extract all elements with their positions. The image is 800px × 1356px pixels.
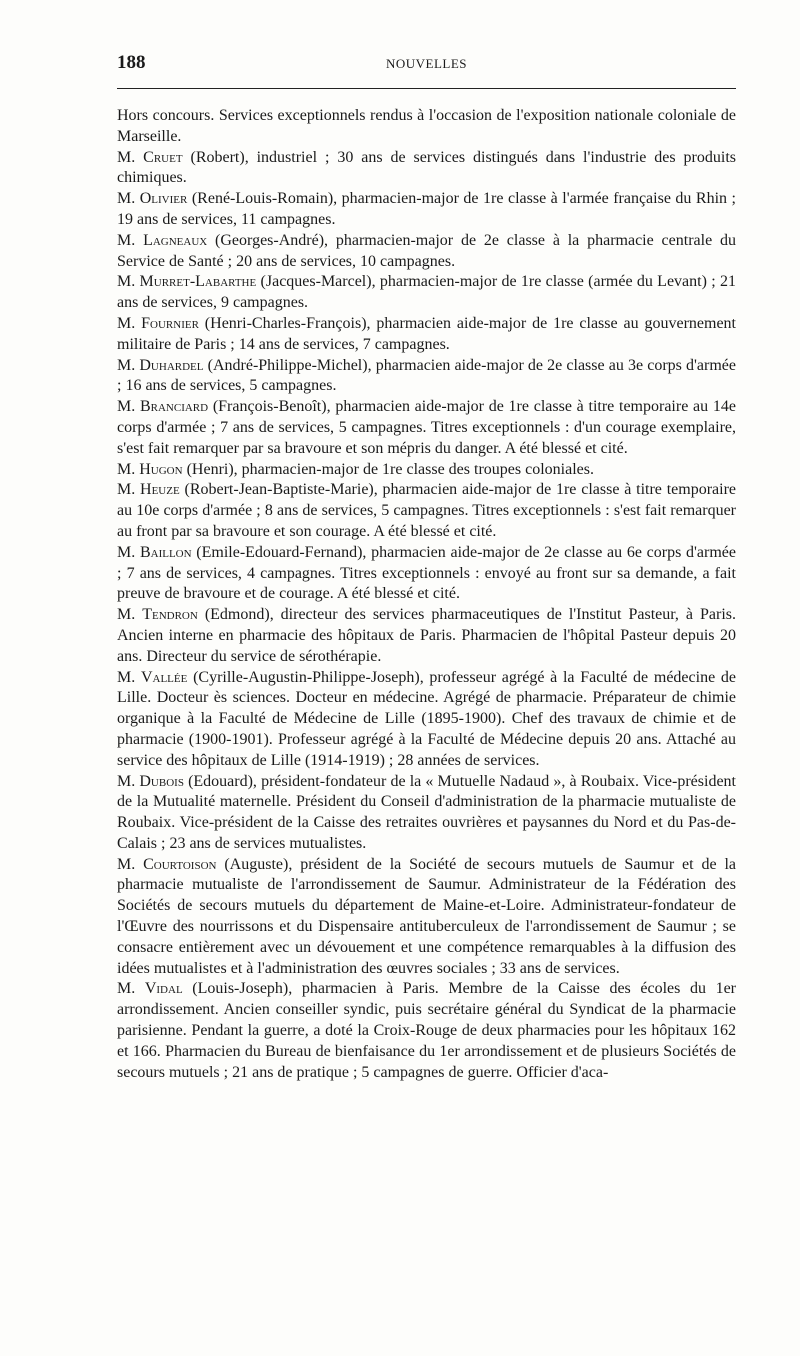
entry-paragraph [117,668,736,772]
header-rule [117,88,736,89]
entry-text: (Jacques-Marcel), pharmacien-major de 1re classe (armée du Levant) ; 21 ans de services, 9 campagnes. [117,273,736,312]
entry-text: (Robert), industriel ; 30 ans de services distingués dans l'industrie des produits chimiques. [117,148,736,187]
entry-name: Heuze [140,481,180,499]
entry-prefix: M. [117,460,140,478]
entry-prefix: M. [117,855,144,873]
entry-name: Dubois [139,772,184,790]
entry-text: (Henri-Charles-François), pharmacien aide-major de 1re classe au gouvernement militaire de Paris ; 14 ans de services, 7 campagnes. [117,314,737,353]
entry-prefix: M. [117,231,144,249]
entry-text: (Georges-André), pharmacien-major de 2e classe à la pharmacie centrale du Service de Santé ; 20 ans de services, 10 campagnes. [117,231,736,270]
entry-paragraph [117,272,736,314]
entry-prefix: M. [117,314,142,332]
entry-paragraph [117,772,736,855]
entry-name: Vidal [144,980,183,998]
entry-name: Hugon [139,460,183,478]
entry-paragraph [117,480,736,542]
entry-paragraph [117,543,736,605]
entry-name: Lagneaux [143,231,208,249]
entry-text: Hors concours. Services exceptionnels rendus à l'occasion de l'exposition nationale coloniale de Marseille. [117,107,736,145]
entry-paragraph [117,106,736,148]
entry-text: (Henri), pharmacien-major de 1re classe des troupes coloniales. [182,460,594,478]
entry-prefix: M. [117,356,140,374]
entry-name: Duhardel [139,356,204,374]
entry-paragraph [117,314,736,356]
entry-paragraph [117,231,736,273]
running-head: NOUVELLES [385,56,468,71]
entry-prefix: M. [117,148,144,166]
entry-text: (Edouard), président-fondateur de la « Mutuelle Nadaud », à Roubaix. Vice-président de la Mutualité maternelle. Président du Conseil d'administration de la pharmacie mutualiste de Roubaix. Vice-président de la Caisse des retraites ouvrières et paysannes du Nord et du Pas-de-Calais ; 23 ans de services mutualistes. [117,772,737,852]
entry-text: (André-Philippe-Michel), pharmacien aide-major de 2e classe au 3e corps d'armée ; 16 ans de services, 5 campagnes. [117,356,736,395]
entry-prefix: M. [117,980,145,998]
entry-prefix: M. [117,543,140,561]
page-header [117,52,736,80]
entry-paragraph [117,605,736,667]
entry-prefix: M. [117,668,141,686]
entry-paragraph [117,356,736,398]
entry-name: Cruet [143,148,183,166]
entry-prefix: M. [117,772,140,790]
entry-paragraph [117,189,736,231]
entry-prefix: M. [117,398,140,416]
entry-text: (Emile-Edouard-Fernand), pharmacien aide-major de 2e classe au 6e corps d'armée ; 7 ans de services, 4 campagnes. Titres exceptionnels : envoyé au front sur sa demande, a fait preuve de bravoure et de courage. A été blessé et cité. [117,543,736,603]
entry-name: Tendron [142,606,198,624]
entry-name: Baillon [139,543,192,561]
entry-prefix: M. [117,481,141,499]
entry-text: (Edmond), directeur des services pharmaceutiques de l'Institut Pasteur, à Paris. Ancien interne en pharmacie des hôpitaux de Paris. Pharmacien de l'hôpital Pasteur depuis 20 ans. Directeur du service de sérothérapie. [117,606,736,665]
entry-name: Murret-Labarthe [139,273,257,291]
entry-text: (René-Louis-Romain), pharmacien-major de 1re classe à l'armée française du Rhin ; 19 ans de services, 11 campagnes. [117,190,736,228]
body-text [117,106,736,1083]
entry-paragraph [117,148,736,190]
entry-text: (Auguste), président de la Société de secours mutuels de Saumur et de la pharmacie mutualiste de l'arrondissement de Saumur. Administrateur de la Fédération des Sociétés de secours mutuels du département de Maine-et-Loire. Administrateur-fondateur de l'Œuvre des nourrissons et du Dispensaire antituberculeux de l'arrondissement de Saumur ; se consacre entièrement avec un dévouement et une compétence remarquables à la diffusion des idées mutualistes et à l'administration des œuvres sociales ; 33 ans de services. [117,855,736,977]
entry-text: (Louis-Joseph), pharmacien à Paris. Membre de la Caisse des écoles du 1er arrondissement. Ancien conseiller syndic, puis secrétaire général du Syndicat de la pharmacie parisienne. Pendant la guerre, a doté la Croix-Rouge de deux pharmacies pour les hôpitaux 162 et 166. Pharmacien du Bureau de bienfaisance du 1er arrondissement et de plusieurs Sociétés de secours mutuels ; 21 ans de pratique ; 5 campagnes de guerre. Officier d'aca- [117,980,736,1081]
entry-prefix: M. [117,190,140,208]
entry-name: Branciard [139,398,209,416]
entry-text: (Robert-Jean-Baptiste-Marie), pharmacien aide-major de 1re classe à titre temporaire au 10e corps d'armée ; 8 ans de services, 5 campagnes. Titres exceptionnels : s'est fait remarquer au front par sa bravoure et son courage. A été blessé et cité. [117,481,736,540]
entry-name: Fournier [141,314,199,332]
entry-paragraph [117,397,736,459]
entry-name: Vallée [140,668,188,686]
entry-name: Olivier [139,190,188,208]
entry-prefix: M. [117,273,140,291]
entry-name: Courtoison [143,855,217,873]
entry-paragraph [117,855,736,980]
entry-paragraph [117,460,736,481]
entry-text: (Cyrille-Augustin-Philippe-Joseph), professeur agrégé à la Faculté de médecine de Lille. Docteur ès sciences. Docteur en médecine. Agrégé de pharmacie. Préparateur de chimie organique à la Faculté de Médecine de Lille (1895-1900). Chef des travaux de chimie et de pharmacie (1900-1901). Professeur agrégé à la Faculté de Médecine depuis 20 ans. Attaché au service des hôpitaux de Lille (1914-1919) ; 28 années de services. [117,668,736,769]
page-number: 188 [117,52,146,73]
entry-prefix: M. [117,606,143,624]
entry-text: (François-Benoît), pharmacien aide-major de 1re classe à titre temporaire au 14e corps d'armée ; 7 ans de services, 5 campagnes. Titres exceptionnels : d'un courage exemplaire, s'est fait remarquer par sa bravoure et son mépris du danger. A été blessé et cité. [117,398,736,457]
entry-paragraph [117,979,736,1083]
